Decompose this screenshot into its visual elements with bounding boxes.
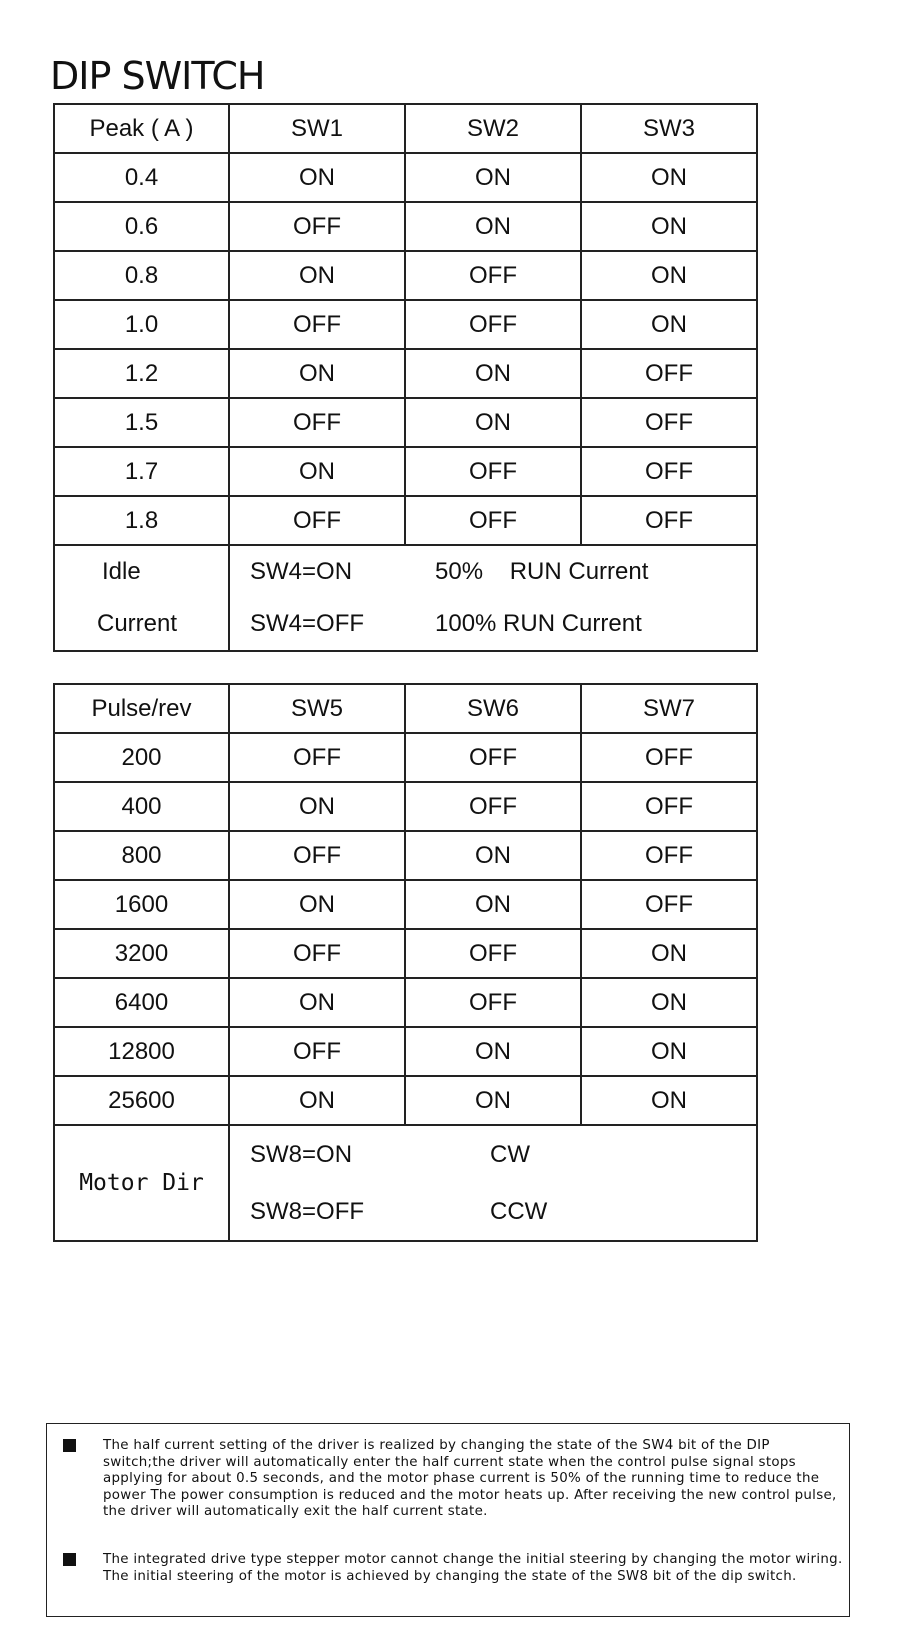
square-bullet-icon (63, 1439, 76, 1452)
column-header: SW3 (581, 104, 757, 153)
table-cell: ON (581, 978, 757, 1027)
table-cell: OFF (581, 447, 757, 496)
table-cell: OFF (229, 733, 405, 782)
table-cell: OFF (229, 929, 405, 978)
page-title: DIP SWITCH (50, 54, 265, 98)
table-cell: ON (229, 978, 405, 1027)
table-cell: ON (581, 153, 757, 202)
table-cell: ON (405, 398, 581, 447)
table-cell: 6400 (54, 978, 229, 1027)
motor-dir-settings (229, 1125, 757, 1241)
table-cell: 0.4 (54, 153, 229, 202)
motor-dir-row (54, 1125, 757, 1241)
table-cell: OFF (229, 1027, 405, 1076)
table-row (54, 447, 757, 496)
idle-on-line (230, 546, 756, 598)
table-cell: 3200 (54, 929, 229, 978)
table-cell: ON (405, 153, 581, 202)
table-cell: OFF (229, 202, 405, 251)
motor-dir-on-value: CW (490, 1141, 530, 1168)
table-header-row (54, 104, 757, 153)
table-cell: OFF (581, 733, 757, 782)
table-cell: 0.8 (54, 251, 229, 300)
table-cell: OFF (581, 349, 757, 398)
notes-box (46, 1423, 850, 1617)
column-header: Peak ( A ) (54, 104, 229, 153)
column-header: SW1 (229, 104, 405, 153)
table-cell: 1.7 (54, 447, 229, 496)
idle-on-value: 50% RUN Current (435, 558, 649, 585)
table-cell: 800 (54, 831, 229, 880)
table-cell: OFF (405, 496, 581, 545)
table-row (54, 782, 757, 831)
column-header: SW5 (229, 684, 405, 733)
table-cell: 1.5 (54, 398, 229, 447)
column-header: SW2 (405, 104, 581, 153)
table-row (54, 349, 757, 398)
table-cell: ON (405, 1076, 581, 1125)
table-cell: ON (581, 929, 757, 978)
note-text: The half current setting of the driver is realized by changing the state of the SW4 bit of the DIP switch;the driver will automatically enter the half current state when the control pulse signal stops applying for about 0.5 seconds, and the motor phase current is 50% of the running time to reduce the power The power consumption is reduced and the motor heats up. After receiving the new control pulse, the driver will automatically exit the half current state. (103, 1438, 837, 1519)
table-row (54, 1076, 757, 1125)
table-cell: OFF (581, 782, 757, 831)
table-cell: OFF (405, 978, 581, 1027)
table-row (54, 733, 757, 782)
table-cell: OFF (229, 831, 405, 880)
peak-current-table (53, 103, 758, 652)
table-row (54, 398, 757, 447)
table-cell: ON (229, 782, 405, 831)
idle-on-setting: SW4=ON (250, 558, 353, 585)
motor-dir-on-line (230, 1126, 756, 1183)
table-cell: OFF (405, 447, 581, 496)
motor-dir-label: Motor Dir (54, 1125, 229, 1241)
table-row (54, 496, 757, 545)
table-row (54, 831, 757, 880)
motor-dir-off-value: CCW (490, 1198, 548, 1225)
table-row (54, 251, 757, 300)
peak-current-table-body (54, 104, 757, 651)
table-cell: 25600 (54, 1076, 229, 1125)
table-cell: OFF (581, 496, 757, 545)
table-cell: ON (229, 447, 405, 496)
motor-dir-on-setting: SW8=ON (250, 1141, 353, 1168)
table-row (54, 978, 757, 1027)
table-header-row (54, 684, 757, 733)
table-cell: OFF (581, 880, 757, 929)
motor-dir-off-setting: SW8=OFF (250, 1198, 365, 1225)
idle-off-line (230, 598, 756, 650)
table-cell: 1.2 (54, 349, 229, 398)
table-cell: OFF (405, 929, 581, 978)
table-cell: 12800 (54, 1027, 229, 1076)
table-cell: ON (581, 1076, 757, 1125)
table-cell: ON (229, 153, 405, 202)
table-cell: 400 (54, 782, 229, 831)
idle-current-row (54, 545, 757, 651)
table-cell: ON (405, 831, 581, 880)
table-cell: ON (581, 251, 757, 300)
column-header: SW6 (405, 684, 581, 733)
table-cell: ON (581, 300, 757, 349)
table-cell: 1.0 (54, 300, 229, 349)
column-header: SW7 (581, 684, 757, 733)
table-row (54, 202, 757, 251)
motor-dir-off-line (230, 1183, 756, 1240)
table-cell: OFF (229, 398, 405, 447)
note-item (103, 1552, 843, 1585)
table-cell: OFF (229, 496, 405, 545)
table-cell: 1600 (54, 880, 229, 929)
table-cell: ON (229, 880, 405, 929)
note-text: The integrated drive type stepper motor cannot change the initial steering by changing the motor wiring. The initial steering of the motor is achieved by changing the state of the SW8 bit of the dip switch. (103, 1552, 843, 1584)
table-cell: ON (581, 202, 757, 251)
idle-off-value: 100% RUN Current (435, 610, 642, 637)
idle-off-setting: SW4=OFF (250, 610, 365, 637)
table-cell: ON (229, 251, 405, 300)
table-cell: OFF (229, 300, 405, 349)
table-cell: ON (229, 1076, 405, 1125)
pulse-rev-table-body (54, 684, 757, 1241)
table-cell: ON (405, 202, 581, 251)
table-row (54, 153, 757, 202)
table-row (54, 1027, 757, 1076)
table-cell: ON (405, 1027, 581, 1076)
table-row (54, 300, 757, 349)
table-cell: 200 (54, 733, 229, 782)
table-cell: ON (229, 349, 405, 398)
table-cell: 0.6 (54, 202, 229, 251)
idle-current-settings (229, 545, 757, 651)
square-bullet-icon (63, 1553, 76, 1566)
column-header: Pulse/rev (54, 684, 229, 733)
table-cell: OFF (405, 733, 581, 782)
table-cell: OFF (581, 398, 757, 447)
table-cell: 1.8 (54, 496, 229, 545)
idle-label-line1: Idle (102, 558, 141, 585)
table-cell: ON (405, 880, 581, 929)
table-cell: OFF (405, 251, 581, 300)
table-cell: ON (405, 349, 581, 398)
table-cell: OFF (405, 300, 581, 349)
table-cell: OFF (405, 782, 581, 831)
note-item (103, 1438, 843, 1521)
table-cell: OFF (581, 831, 757, 880)
table-row (54, 880, 757, 929)
idle-current-label (54, 545, 229, 651)
pulse-rev-table (53, 683, 758, 1242)
table-row (54, 929, 757, 978)
idle-label-line2: Current (97, 610, 178, 637)
table-cell: ON (581, 1027, 757, 1076)
